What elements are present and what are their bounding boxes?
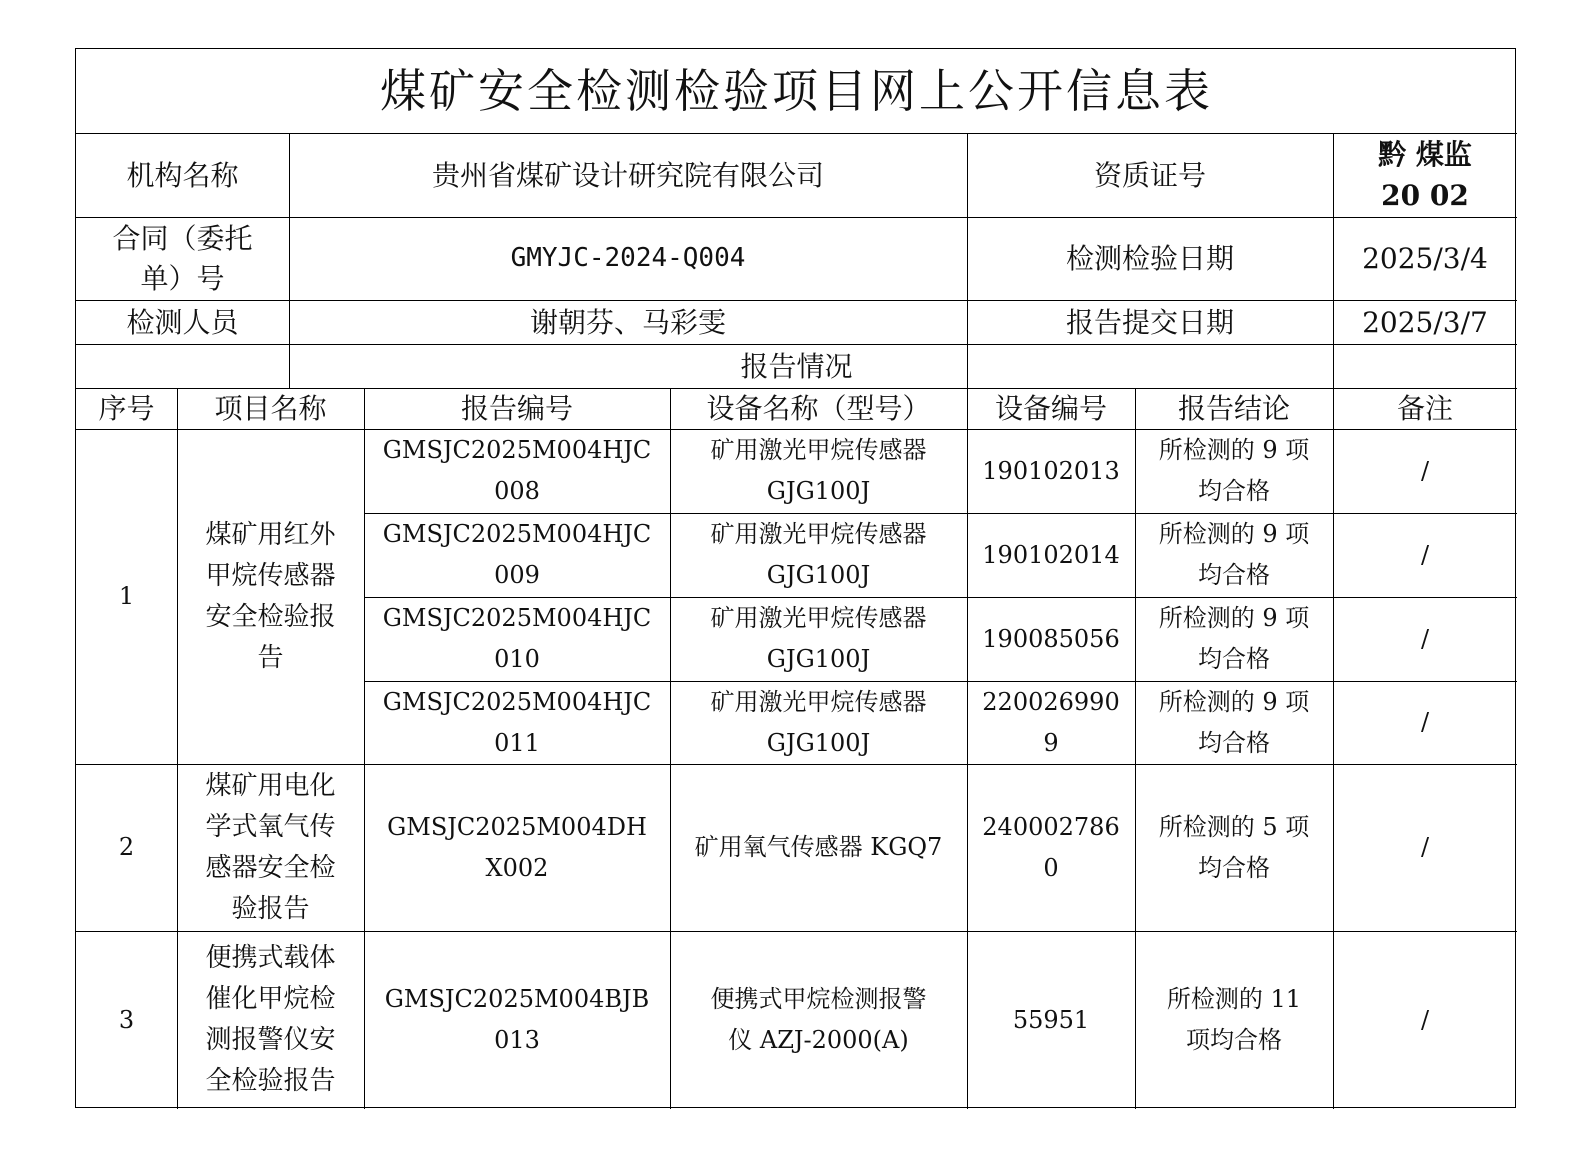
- group-no: 2: [118, 833, 135, 861]
- info-table: [75, 48, 1516, 1108]
- contract-value: GMYJC-2024-Q004: [510, 243, 746, 273]
- contract-label: 合同（委托 单）号: [112, 221, 253, 295]
- col-header-device: 设备名称（型号）: [706, 392, 931, 425]
- group-no: 3: [118, 1005, 135, 1034]
- table-cell-device: 矿用氧气传感器 KGQ7: [694, 833, 943, 861]
- inspect-date-label: 检测检验日期: [1065, 242, 1234, 275]
- cert-label: 资质证号: [1093, 158, 1206, 192]
- table-cell-remark: /: [1420, 456, 1430, 485]
- col-header-project: 项目名称: [214, 392, 327, 425]
- table-cell-remark: /: [1420, 540, 1430, 569]
- group-project: 便携式载体 催化甲烷检 测报警仪安 全检验报告: [205, 943, 336, 1096]
- report-section-title: 报告情况: [740, 349, 853, 383]
- table-cell-report-no: GMSJC2025M004HJC 011: [382, 687, 652, 757]
- personnel-label: 检测人员: [126, 305, 239, 339]
- table-cell-report-no: GMSJC2025M004HJC 009: [382, 520, 652, 589]
- table-cell-remark: /: [1420, 1005, 1430, 1034]
- table-cell-remark: /: [1420, 833, 1430, 861]
- cert-value: 黔 煤监 20 02: [1378, 138, 1472, 212]
- col-header-remark: 备注: [1396, 392, 1453, 425]
- submit-date-value: 2025/3/7: [1362, 305, 1488, 339]
- org-value: 贵州省煤矿设计研究院有限公司: [431, 158, 824, 192]
- table-cell-conclusion: 所检测的 9 项 均合格: [1158, 520, 1310, 589]
- table-cell-remark: /: [1420, 708, 1430, 736]
- group-project: 煤矿用红外 甲烷传感器 安全检验报 告: [205, 519, 336, 673]
- col-header-device-no: 设备编号: [994, 392, 1107, 425]
- submit-date-label: 报告提交日期: [1065, 305, 1234, 339]
- table-cell-conclusion: 所检测的 5 项 均合格: [1158, 812, 1310, 882]
- inspect-date-value: 2025/3/4: [1362, 242, 1488, 275]
- col-header-conclusion: 报告结论: [1177, 392, 1290, 425]
- table-cell-conclusion: 所检测的 9 项 均合格: [1158, 436, 1310, 505]
- table-cell-conclusion: 所检测的 9 项 均合格: [1158, 687, 1310, 757]
- table-cell-report-no: GMSJC2025M004BJB 013: [384, 985, 650, 1054]
- table-cell-report-no: GMSJC2025M004DH X002: [387, 812, 647, 882]
- table-cell-device-no: 190102013: [982, 456, 1120, 485]
- table-cell-device: 矿用激光甲烷传感器 GJG100J: [710, 520, 927, 589]
- table-cell-device: 便携式甲烷检测报警 仪 AZJ-2000(A): [710, 985, 927, 1054]
- table-cell-report-no: GMSJC2025M004HJC 008: [382, 436, 652, 505]
- col-header-report-no: 报告编号: [460, 392, 573, 425]
- table-cell-device: 矿用激光甲烷传感器 GJG100J: [710, 436, 927, 505]
- table-cell-remark: /: [1420, 624, 1430, 653]
- table-cell-device-no: 190102014: [982, 540, 1120, 569]
- group-project: 煤矿用电化 学式氧气传 感器安全检 验报告: [205, 770, 336, 924]
- table-cell-device-no: 55951: [1012, 1005, 1090, 1034]
- page-title: 煤矿安全检测检验项目网上公开信息表: [380, 64, 1213, 118]
- personnel-value: 谢朝芬、马彩雯: [529, 305, 726, 339]
- table-cell-report-no: GMSJC2025M004HJC 010: [382, 604, 652, 673]
- table-cell-device: 矿用激光甲烷传感器 GJG100J: [710, 604, 927, 673]
- table-cell-device: 矿用激光甲烷传感器 GJG100J: [710, 687, 927, 757]
- col-header-no: 序号: [98, 392, 155, 425]
- table-cell-device-no: 240002786 0: [982, 812, 1120, 882]
- table-cell-device-no: 220026990 9: [982, 687, 1120, 757]
- table-cell-conclusion: 所检测的 9 项 均合格: [1158, 604, 1310, 673]
- group-no: 1: [118, 582, 135, 610]
- table-cell-device-no: 190085056: [982, 624, 1120, 653]
- table-cell-conclusion: 所检测的 11 项均合格: [1166, 985, 1302, 1054]
- org-label: 机构名称: [126, 158, 239, 192]
